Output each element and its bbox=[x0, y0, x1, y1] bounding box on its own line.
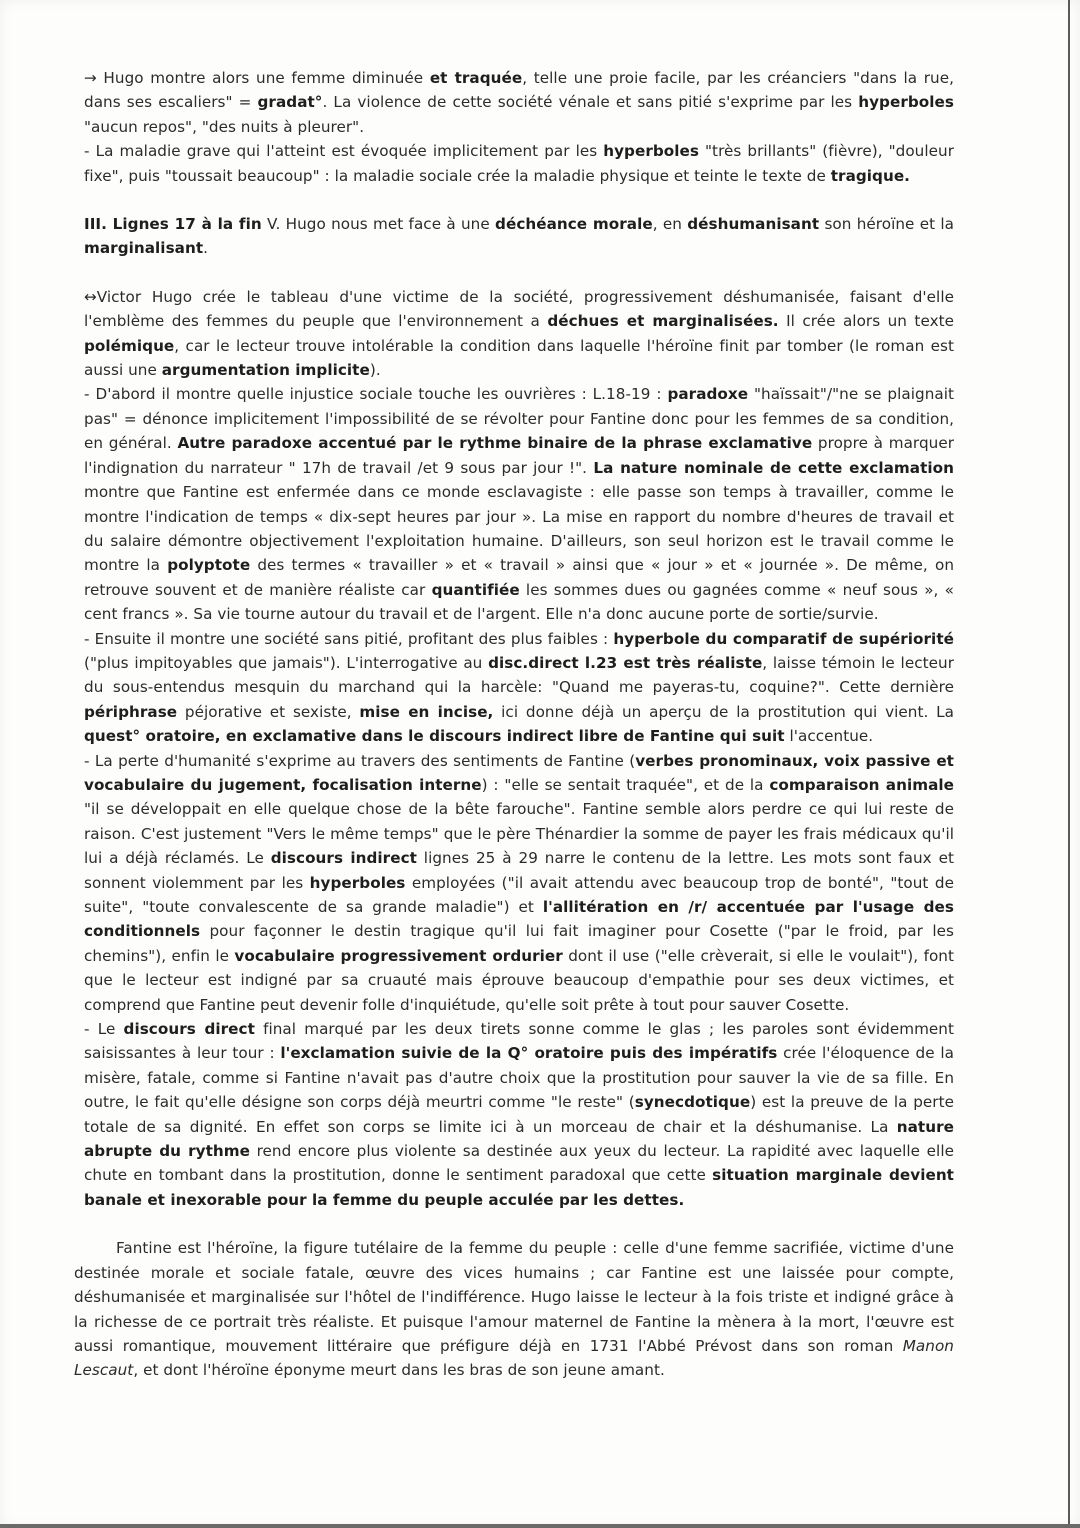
page-edge-right bbox=[1068, 0, 1070, 1528]
paragraph-injustice-sociale: - D'abord il montre quelle injustice sociale touche les ouvrières : L.18-19 : paradoxe "haïssait"/"ne se plaignait pas" = dénonce implicitement l'impossibilité de se révolter pour Fantine donc pour les femmes de sa condition, en général. Autre paradoxe accentué par le rythme binaire de la phrase exclamative propre à marquer l'indignation du narrateur " 17h de travail /et 9 sous par jour !". La nature nominale de cette exclamation montre que Fantine est enfermée dans ce monde esclavagiste : elle passe son temps à travailler, comme le montre l'indication de temps « dix-sept heures par jour ». La mise en rapport du nombre d'heures de travail et du salaire démontre objectivement l'exploitation humaine. D'ailleurs, son seul horizon est le travail comme le montre la polyptote des termes « travailler » et « travail » ainsi que « jour » et « journée ». De même, on retrouve souvent et de manière réaliste car quantifiée les sommes dues ou gagnées comme « neuf sous », « cent francs ». Sa vie tourne autour du travail et de l'argent. Elle n'a donc aucune porte de sortie/survie. bbox=[84, 385, 955, 624]
page-edge-bottom bbox=[0, 1524, 1080, 1528]
document-body bbox=[74, 66, 955, 1383]
part-three-heading: III. Lignes 17 à la fin V. Hugo nous met face à une déchéance morale, en déshumanisant son héroïne et la marginalisant. bbox=[84, 215, 955, 258]
paragraph-conclusion: Fantine est l'héroïne, la figure tutélaire de la femme du peuple : celle d'une femme sacrifiée, victime d'une destinée morale et sociale fatale, œuvre des vices humains ; car Fantine est une laissée pour compte, déshumanisée et marginalisée sur l'hôtel de l'indifférence. Hugo laisse le lecteur à la fois triste et indigné grâce à la richesse de ce portrait très réaliste. Et puisque l'amour maternel de Fantine la mènera à la mort, l'œuvre est aussi romantique, mouvement littéraire que préfigure déjà en 1731 l'Abbé Prévost dans son roman Manon Lescaut, et dont l'héroïne éponyme meurt dans les bras de son jeune amant. bbox=[74, 1239, 954, 1380]
paragraph-perte-humanite: - La perte d'humanité s'exprime au travers des sentiments de Fantine (verbes pronominaux, voix passive et vocabulaire du jugement, focalisation interne) : "elle se sentait traquée", et de la comparaison animale "il se développait en elle quelque chose de la bête farouche". Fantine semble alors perdre ce qui lui reste de raison. C'est justement "Vers le même temps" que le père Thénardier la somme de payer les frais médicaux qu'il lui a déjà réclamés. Le discours indirect lignes 25 à 29 narre le contenu de la lettre. Les mots sont faux et sonnent violemment par les hyperboles employées ("il avait attendu avec beaucoup trop de bonté", "tout de suite", "toute convalescente de sa grande maladie") et l'allitération en /r/ accentuée par l'usage des conditionnels pour façonner le destin tragique qu'il lui fait imaginer pour Cosette ("par le froid, par les chemins"), enfin le vocabulaire progressivement ordurier dont il use ("elle crèverait, si elle le voulait"), font que le lecteur est indigné par sa cruauté mais éprouve beaucoup d'empathie pour ses deux victimes, et comprend que Fantine peut devenir folle d'inquiétude, qu'elle soit prête à tout pour sauver Cosette. bbox=[84, 751, 954, 1014]
paragraph-hugo-femme-traquee: → Hugo montre alors une femme diminuée et traquée, telle une proie facile, par les créanciers "dans la rue, dans ses escaliers" = gradat°. La violence de cette société vénale et sans pitié s'exprime par les hyperboles "aucun repos", "des nuits à pleurer". bbox=[84, 69, 955, 136]
spacer bbox=[84, 1212, 954, 1236]
spacer bbox=[84, 188, 954, 212]
paragraph-part-three-intro: ↔Victor Hugo crée le tableau d'une victime de la société, progressivement déshumanisée, faisant d'elle l'emblème des femmes du peuple que l'environnement a déchues et marginalisées. Il crée alors un texte polémique, car le lecteur trouve intolérable la condition dans laquelle l'héroïne finit par tomber (le roman est aussi une argumentation implicite). bbox=[84, 287, 955, 380]
paragraph-discours-direct-final: - Le discours direct final marqué par les deux tirets sonne comme le glas ; les paroles sont évidemment saisissantes à leur tour : l'exclamation suivie de la Q° oratoire puis des impératifs crée l'éloquence de la misère, fatale, comme si Fantine n'avait pas d'autre choix que la prostitution pour sauver la vie de sa fille. En outre, le fait qu'elle désigne son corps déjà meurtri comme "le reste" (synecdotique) est la preuve de la perte totale de sa dignité. En effet son corps se limite ici à un morceau de chair et la déshumanise. La nature abrupte du rythme rend encore plus violente sa destinée aux yeux du lecteur. La rapidité avec laquelle elle chute en tombant dans la prostitution, donne le sentiment paradoxal que cette situation marginale devient banale et inexorable pour la femme du peuple acculée par les dettes. bbox=[84, 1020, 954, 1209]
paragraph-maladie-grave: - La maladie grave qui l'atteint est évoquée implicitement par les hyperboles "très brillants" (fièvre), "douleur fixe", puis "toussait beaucoup" : la maladie sociale crée la maladie physique et teinte le texte de tragique. bbox=[84, 142, 954, 185]
paragraph-societe-sans-pitie: - Ensuite il montre une société sans pitié, profitant des plus faibles : hyperbole du comparatif de supériorité ("plus impitoyables que jamais"). L'interrogative au disc.direct l.23 est très réaliste, laisse témoin le lecteur du sous-entendus mesquin du marchand qui la harcèle: "Quand me payeras-tu, coquine?". Cette dernière périphrase péjorative et sexiste, mise en incise, ici donne déjà un aperçu de la prostitution qui vient. La quest° oratoire, en exclamative dans le discours indirect libre de Fantine qui suit l'accentue. bbox=[84, 629, 954, 746]
spacer bbox=[84, 261, 954, 285]
